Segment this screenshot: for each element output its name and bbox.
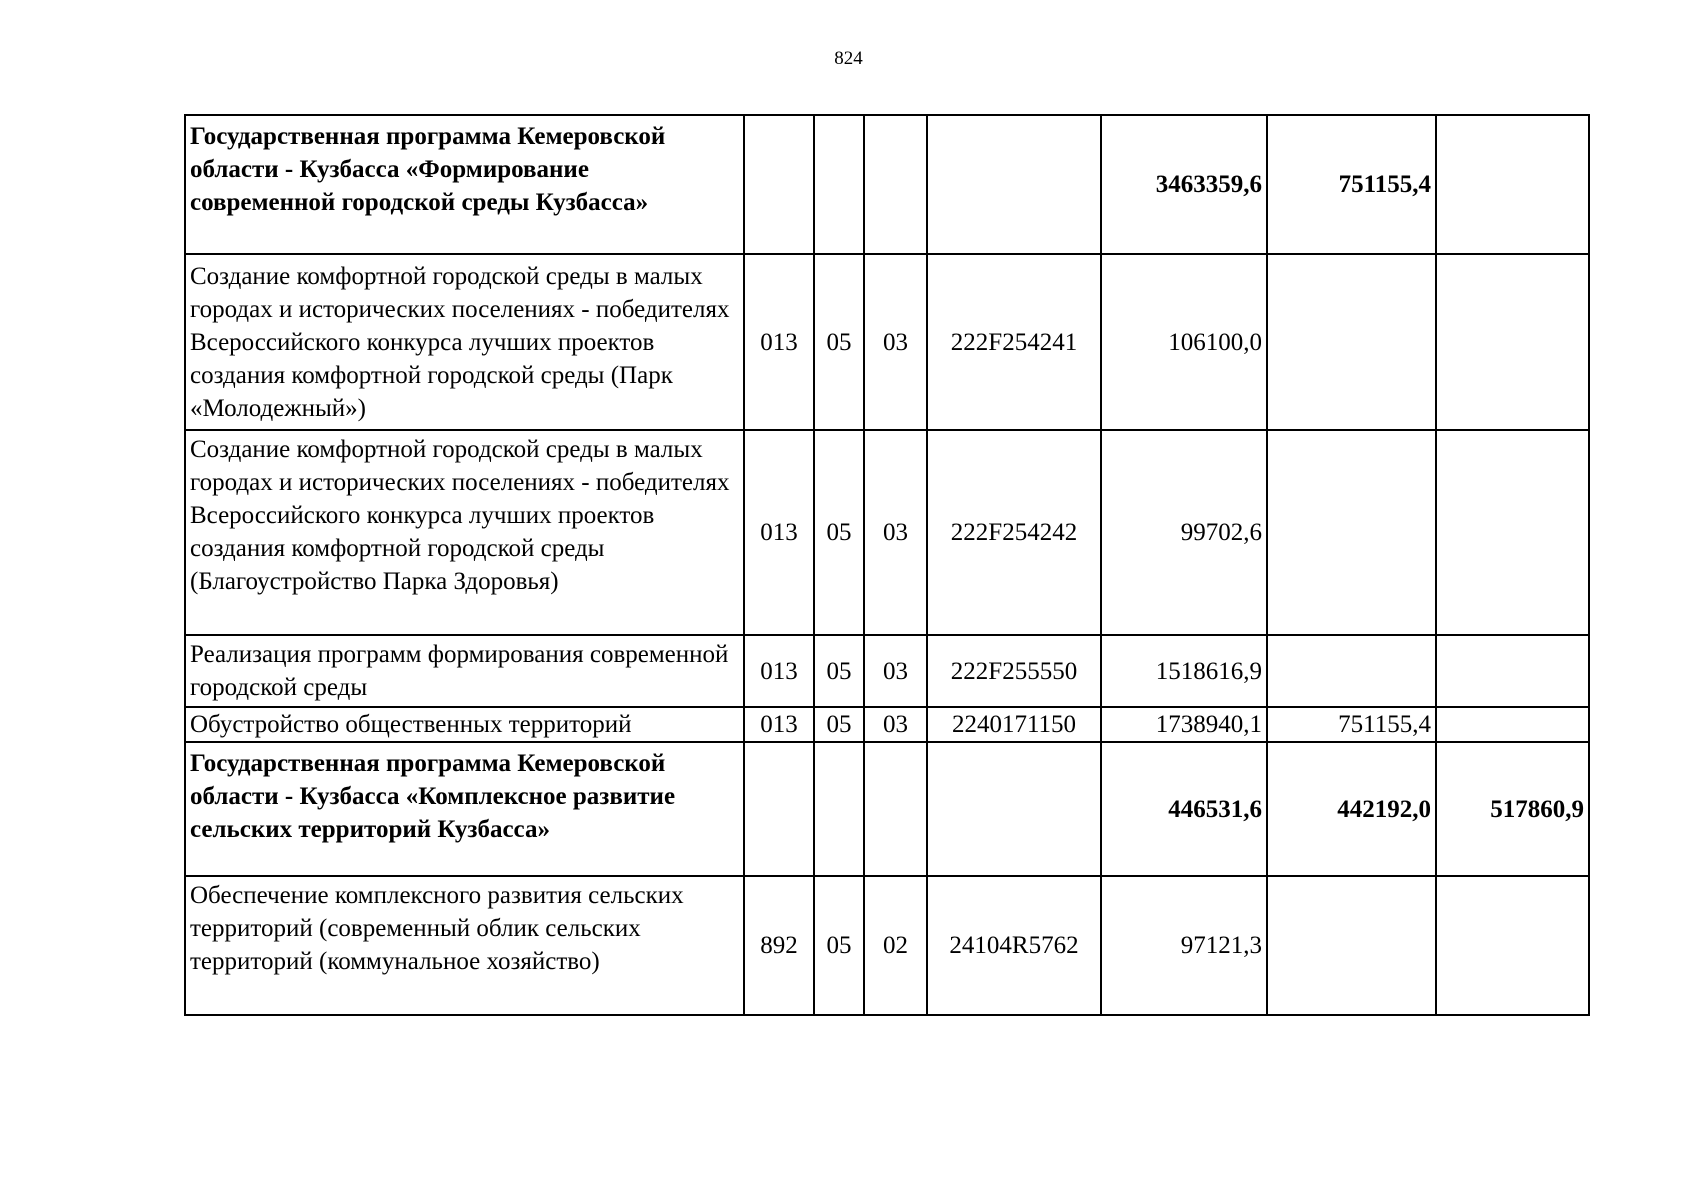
- target-article-cell: 2240171150: [927, 707, 1101, 742]
- subsection-code-cell: 03: [864, 635, 927, 707]
- target-article-cell: [927, 115, 1101, 254]
- sum-1-cell: 97121,3: [1101, 876, 1267, 1015]
- subsection-code-cell: [864, 742, 927, 876]
- target-article-cell: 24104R5762: [927, 876, 1101, 1015]
- ministry-code-cell: 013: [744, 254, 814, 430]
- row-name-cell: Создание комфортной городской среды в малых городах и исторических поселениях - победителях Всероссийского конкурса лучших проектов создания комфортной городской среды (Благоустройство Парка Здоровья): [185, 430, 744, 635]
- sum-1-cell: 1738940,1: [1101, 707, 1267, 742]
- subsection-code-cell: [864, 115, 927, 254]
- ministry-code-cell: 013: [744, 635, 814, 707]
- section-code-cell: 05: [814, 876, 864, 1015]
- sum-2-cell: [1267, 876, 1436, 1015]
- sum-1-cell: 106100,0: [1101, 254, 1267, 430]
- sum-3-cell: 517860,9: [1436, 742, 1589, 876]
- section-code-cell: 05: [814, 430, 864, 635]
- sum-3-cell: [1436, 635, 1589, 707]
- section-code-cell: 05: [814, 254, 864, 430]
- sum-2-cell: [1267, 430, 1436, 635]
- row-name-cell: Государственная программа Кемеровской области - Кузбасса «Формирование современной городской среды Кузбасса»: [185, 115, 744, 254]
- ministry-code-cell: 013: [744, 707, 814, 742]
- sum-3-cell: [1436, 707, 1589, 742]
- table-row-program-rural-development: [185, 742, 1589, 876]
- table-row-program-urban-environment: [185, 115, 1589, 254]
- table-row: [185, 707, 1589, 742]
- target-article-cell: 222F254241: [927, 254, 1101, 430]
- ministry-code-cell: 013: [744, 430, 814, 635]
- section-code-cell: 05: [814, 707, 864, 742]
- ministry-code-cell: 892: [744, 876, 814, 1015]
- target-article-cell: 222F255550: [927, 635, 1101, 707]
- subsection-code-cell: 03: [864, 254, 927, 430]
- row-name-cell: Реализация программ формирования современной городской среды: [185, 635, 744, 707]
- sum-2-cell: 751155,4: [1267, 707, 1436, 742]
- target-article-cell: [927, 742, 1101, 876]
- sum-3-cell: [1436, 115, 1589, 254]
- subsection-code-cell: 02: [864, 876, 927, 1015]
- table-row: [185, 876, 1589, 1015]
- sum-3-cell: [1436, 254, 1589, 430]
- row-name-cell: Обеспечение комплексного развития сельских территорий (современный облик сельских территорий (коммунальное хозяйство): [185, 876, 744, 1015]
- sum-1-cell: 99702,6: [1101, 430, 1267, 635]
- section-code-cell: 05: [814, 635, 864, 707]
- target-article-cell: 222F254242: [927, 430, 1101, 635]
- sum-3-cell: [1436, 430, 1589, 635]
- ministry-code-cell: [744, 742, 814, 876]
- table-row: [185, 254, 1589, 430]
- subsection-code-cell: 03: [864, 430, 927, 635]
- row-name-cell: Государственная программа Кемеровской области - Кузбасса «Комплексное развитие сельских территорий Кузбасса»: [185, 742, 744, 876]
- section-code-cell: [814, 115, 864, 254]
- sum-2-cell: [1267, 635, 1436, 707]
- sum-3-cell: [1436, 876, 1589, 1015]
- subsection-code-cell: 03: [864, 707, 927, 742]
- ministry-code-cell: [744, 115, 814, 254]
- page-number: 824: [834, 48, 863, 69]
- sum-1-cell: 446531,6: [1101, 742, 1267, 876]
- sum-2-cell: [1267, 254, 1436, 430]
- sum-1-cell: 3463359,6: [1101, 115, 1267, 254]
- sum-2-cell: 751155,4: [1267, 115, 1436, 254]
- table-row: [185, 430, 1589, 635]
- row-name-cell: Обустройство общественных территорий: [185, 707, 744, 742]
- row-name-cell: Создание комфортной городской среды в малых городах и исторических поселениях - победителях Всероссийского конкурса лучших проектов создания комфортной городской среды (Парк «Молодежный»): [185, 254, 744, 430]
- sum-2-cell: 442192,0: [1267, 742, 1436, 876]
- budget-table: [184, 114, 1590, 1016]
- table-row: [185, 635, 1589, 707]
- section-code-cell: [814, 742, 864, 876]
- sum-1-cell: 1518616,9: [1101, 635, 1267, 707]
